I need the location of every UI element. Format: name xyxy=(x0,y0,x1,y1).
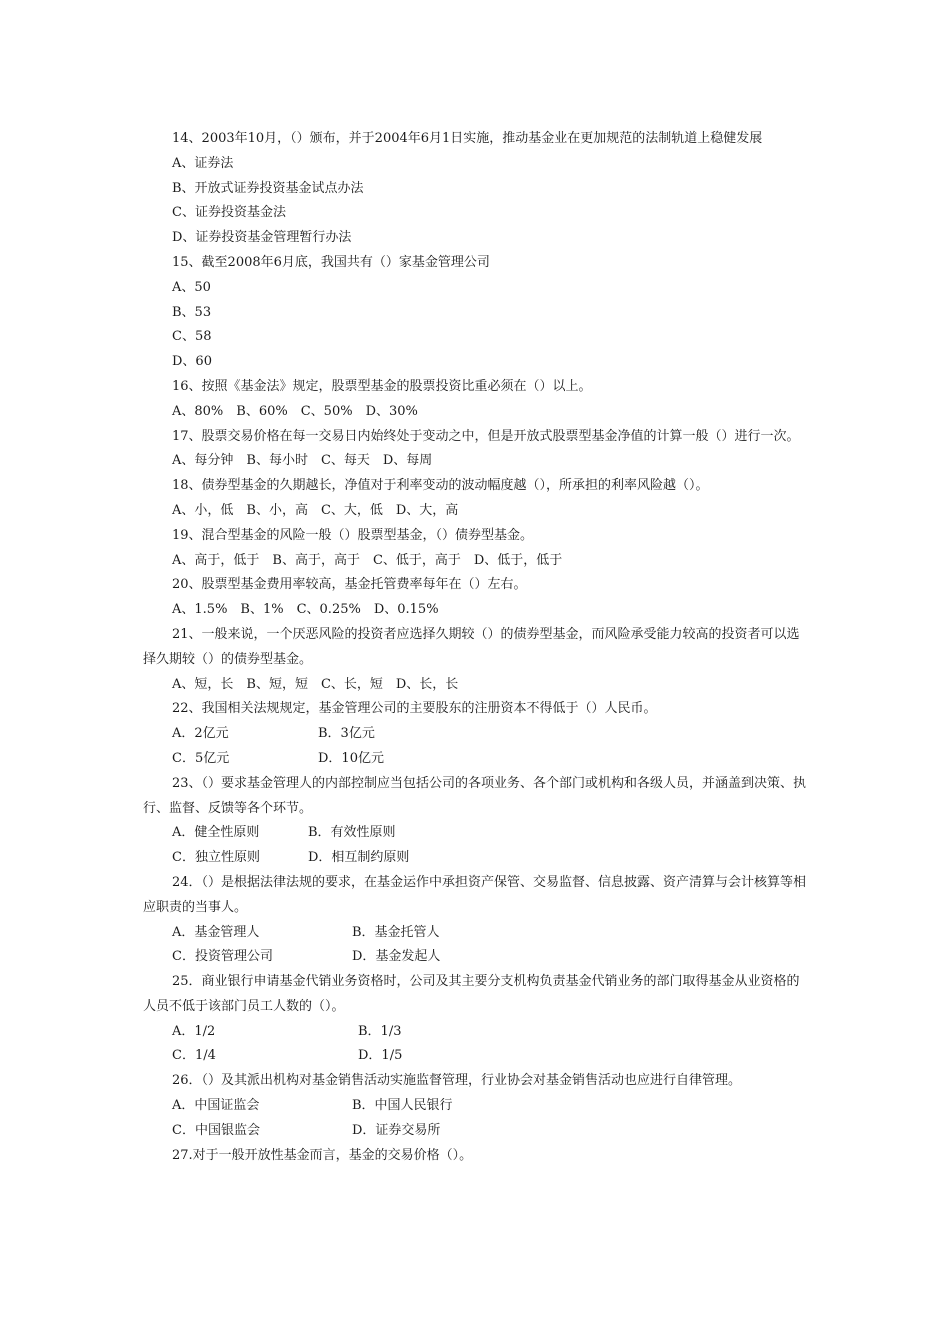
question-16-stem: 16、按照《基金法》规定，股票型基金的股票投资比重必须在（）以上。 xyxy=(172,378,592,394)
question-23-option-a: A．健全性原则 xyxy=(172,825,260,841)
question-25-option-d: D．1/5 xyxy=(358,1048,403,1064)
question-14-option-a: A、证券法 xyxy=(172,155,234,171)
question-21-options: A、短，长 B、短，短 C、长，短 D、长，长 xyxy=(172,676,459,692)
question-24-option-a: A．基金管理人 xyxy=(172,924,260,940)
question-26-option-b: B．中国人民银行 xyxy=(352,1098,453,1114)
question-15-stem: 15、截至2008年6月底，我国共有（）家基金管理公司 xyxy=(172,254,490,270)
question-17-options: A、每分钟 B、每小时 C、每天 D、每周 xyxy=(172,453,433,469)
question-25-options-row-2 xyxy=(143,1044,807,1069)
question-15-option-c: C、58 xyxy=(172,329,212,345)
question-23-option-c: C．独立性原则 xyxy=(172,850,260,866)
question-24-options-row-1 xyxy=(143,921,807,946)
question-26-option-a: A．中国证监会 xyxy=(172,1098,260,1114)
question-17-stem: 17、股票交易价格在每一交易日内始终处于变动之中，但是开放式股票型基金净值的计算一般（）进行一次。 xyxy=(172,428,800,444)
question-22-option-b: B．3亿元 xyxy=(318,726,375,742)
question-27-stem: 27.对于一般开放性基金而言，基金的交易价格（）。 xyxy=(172,1147,473,1163)
question-24-option-d: D．基金发起人 xyxy=(352,949,441,965)
question-22-options-row-1 xyxy=(143,722,807,747)
question-23-options-row-2 xyxy=(143,846,807,871)
question-25-option-a: A．1/2 xyxy=(172,1023,216,1039)
question-22-option-d: D．10亿元 xyxy=(318,750,384,766)
question-23-options-row-1 xyxy=(143,821,807,846)
question-26-option-c: C．中国银监会 xyxy=(172,1122,260,1138)
question-19-stem: 19、混合型基金的风险一般（）股票型基金，（）债券型基金。 xyxy=(172,527,534,543)
question-15-option-b: B、53 xyxy=(172,304,212,320)
question-25-options-row-1 xyxy=(143,1020,807,1045)
question-15-option-d: D、60 xyxy=(172,354,212,370)
question-14-option-b: B、开放式证券投资基金试点办法 xyxy=(172,180,364,196)
question-14-stem: 14、2003年10月，（）颁布，并于2004年6月1日实施，推动基金业在更加规范的法制轨道上稳健发展 xyxy=(172,131,763,146)
question-26-stem: 26．（）及其派出机构对基金销售活动实施监督管理，行业协会对基金销售活动也应进行自律管理。 xyxy=(172,1073,742,1089)
question-25-stem: 25．商业银行申请基金代销业务资格时，公司及其主要分支机构负责基金代销业务的部门取得基金从业资格的人员不低于该部门员工人数的（）。 xyxy=(143,974,800,1014)
question-22-stem: 22、我国相关法规规定，基金管理公司的主要股东的注册资本不得低于（）人民币。 xyxy=(172,701,657,717)
question-23-stem: 23、（）要求基金管理人的内部控制应当包括公司的各项业务、各个部门或机构和各级人员，并涵盖到决策、执行、监督、反馈等各个环节。 xyxy=(143,775,807,816)
question-25-option-c: C．1/4 xyxy=(172,1048,216,1064)
question-20-stem: 20、股票型基金费用率较高，基金托管费率每年在（）左右。 xyxy=(172,577,527,593)
question-24-stem: 24．（）是根据法律法规的要求，在基金运作中承担资产保管、交易监督、信息披露、资产清算与会计核算等相应职责的当事人。 xyxy=(143,874,807,915)
question-19-options: A、高于，低于 B、高于，高于 C、低于，高于 D、低于，低于 xyxy=(172,552,563,568)
question-20-options: A、1.5% B、1% C、0.25% D、0.15% xyxy=(172,602,439,618)
question-list xyxy=(143,127,807,1168)
question-22-option-c: C．5亿元 xyxy=(172,750,230,766)
question-14-option-c: C、证券投资基金法 xyxy=(172,205,286,221)
question-25-option-b: B．1/3 xyxy=(358,1023,402,1039)
question-23-option-d: D．相互制约原则 xyxy=(308,850,410,866)
question-24-option-b: B．基金托管人 xyxy=(352,924,440,940)
question-15-option-a: A、50 xyxy=(172,279,211,295)
question-26-option-d: D．证券交易所 xyxy=(352,1122,441,1138)
question-22-options-row-2 xyxy=(143,747,807,772)
question-23-option-b: B．有效性原则 xyxy=(308,825,396,841)
question-18-options: A、小，低 B、小，高 C、大，低 D、大，高 xyxy=(172,502,459,518)
question-22-option-a: A．2亿元 xyxy=(172,726,229,742)
question-18-stem: 18、债券型基金的久期越长，净值对于利率变动的波动幅度越（），所承担的利率风险越（）。 xyxy=(172,478,709,494)
question-24-options-row-2 xyxy=(143,945,807,970)
question-26-options-row-1 xyxy=(143,1094,807,1119)
question-14-option-d: D、证券投资基金管理暂行办法 xyxy=(172,230,352,246)
question-21-stem: 21、一般来说，一个厌恶风险的投资者应选择久期较（）的债券型基金，而风险承受能力较高的投资者可以选择久期较（）的债券型基金。 xyxy=(143,626,800,667)
question-24-option-c: C．投资管理公司 xyxy=(172,949,273,965)
question-16-options: A、80% B、60% C、50% D、30% xyxy=(172,403,418,419)
question-26-options-row-2 xyxy=(143,1119,807,1144)
